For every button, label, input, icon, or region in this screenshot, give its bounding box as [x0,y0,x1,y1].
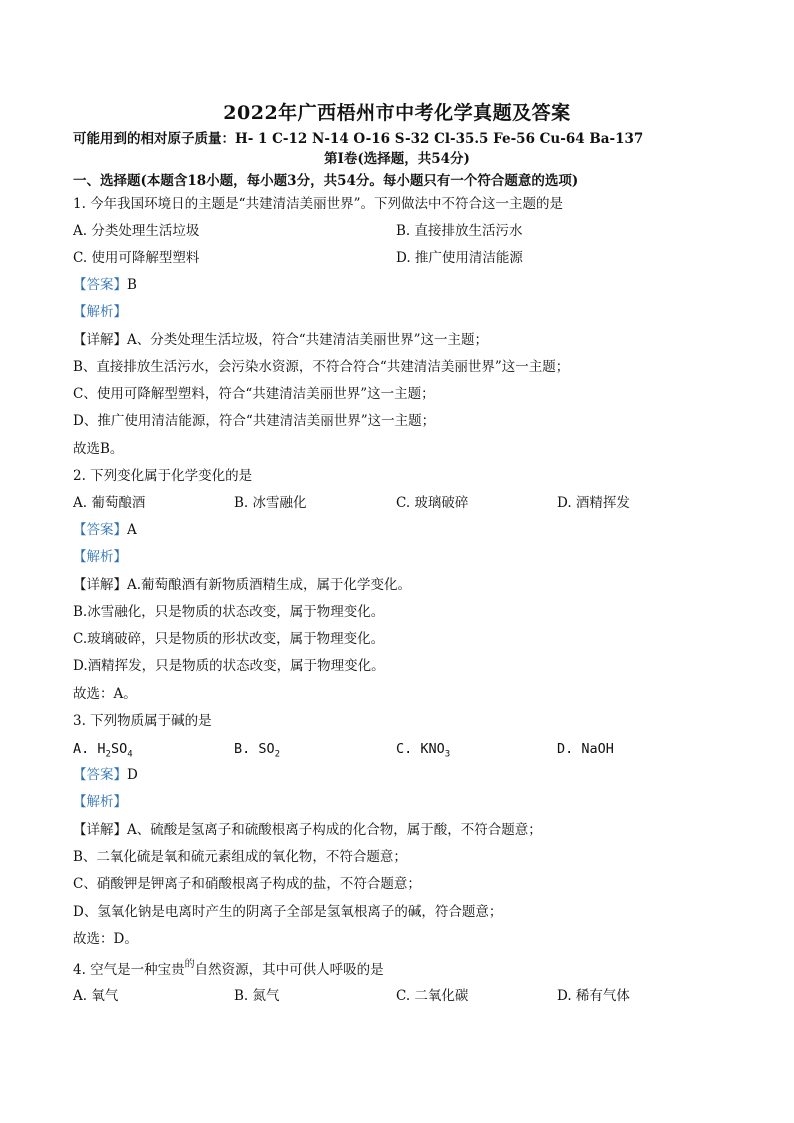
q1-option-a: A. 分类处理生活垃圾 [73,223,200,239]
q1-detail-3: C、使用可降解型塑料，符合“共建清洁美丽世界”这一主题； [73,386,435,402]
q1-detail-1 [73,331,488,349]
q1-detail-2: B、直接排放生活污水，会污染水资源，不符合符合“共建清洁美丽世界”这一主题； [73,359,570,375]
q3-option-c: C. $KNO_3$ [396,741,451,760]
q4-option-a: A. 氧气 [73,988,119,1004]
answer-value: A [127,522,137,538]
q3-analysis-tag: 【解析】 [73,794,127,810]
q4-option-c: C. 二氧化碳 [396,988,469,1004]
q3-detail-1 [73,821,542,839]
q1-analysis-tag: 【解析】 [73,304,127,320]
q4-stem: 4. 空气是一种宝贵$^的$自然资源，其中可供人呼吸的是 [73,959,384,978]
q3-detail-2: B、二氧化硫是氧和硫元素组成的氧化物，不符合题意； [73,849,407,865]
q2-stem: 2. 下列变化属于化学变化的是 [73,468,253,484]
q2-option-c: C. 玻璃破碎 [396,495,469,511]
q3-conclusion: 故选：D。 [73,931,138,947]
q2-detail-3: C.玻璃破碎，只是物质的形状改变，属于物理变化。 [73,631,385,647]
detail-tag: 【详解】 [73,332,127,348]
detail-text: A.葡萄酿酒有新物质酒精生成，属于化学变化。 [127,577,412,593]
q3-stem: 3. 下列物质属于碱的是 [73,713,212,729]
atomic-mass-line: 可能用到的相对原子质量：H- 1 C-12 N-14 O-16 S-32 Cl-35.5 Fe-56 Cu-64 Ba-137 [73,131,644,147]
q1-detail-4: D、推广使用清洁能源，符合“共建清洁美丽世界”这一主题； [73,413,436,429]
q2-option-d: D. 酒精挥发 [557,495,630,511]
answer-value: D [127,767,138,783]
detail-tag: 【详解】 [73,822,127,838]
answer-value: B [127,277,137,293]
q3-option-b: B. $SO_2$ [234,741,281,760]
q3-option-d: D. NaOH [557,741,614,757]
q4-option-d: D. 稀有气体 [557,988,630,1004]
q1-option-c: C. 使用可降解型塑料 [73,250,200,266]
q2-conclusion: 故选：A。 [73,686,137,702]
q1-option-d: D. 推广使用清洁能源 [396,250,523,266]
q2-option-a: A. 葡萄酿酒 [73,495,146,511]
answer-tag: 【答案】 [73,522,127,538]
section-heading: 一、选择题(本题含18小题，每小题3分，共54分。每小题只有一个符合题意的选项) [73,173,579,189]
q2-detail-1 [73,576,411,594]
q4-option-b: B. 氮气 [234,988,280,1004]
q1-stem: 1. 今年我国环境日的主题是“共建清洁美丽世界”。下列做法中不符合这一主题的是 [73,196,563,212]
answer-tag: 【答案】 [73,767,127,783]
q2-analysis-tag: 【解析】 [73,549,127,565]
detail-tag: 【详解】 [73,577,127,593]
q1-conclusion: 故选B。 [73,441,124,457]
q3-detail-4: D、氢氧化钠是电离时产生的阴离子全部是氢氧根离子的碱，符合题意； [73,904,503,920]
detail-text: A、硫酸是氢离子和硫酸根离子构成的化合物，属于酸，不符合题意； [127,822,542,838]
q1-answer [73,276,137,294]
answer-tag: 【答案】 [73,277,127,293]
q3-option-a: A. $H_2SO_4$ [73,741,133,760]
volume-heading: 第Ⅰ卷(选择题，共54分) [324,151,470,167]
page-title: 2022年广西梧州市中考化学真题及答案 [223,102,571,124]
q1-option-b: B. 直接排放生活污水 [396,223,523,239]
q2-option-b: B. 冰雪融化 [234,495,307,511]
q2-answer [73,521,137,539]
q2-detail-4: D.酒精挥发，只是物质的状态改变，属于物理变化。 [73,658,385,674]
q2-detail-2: B.冰雪融化，只是物质的状态改变，属于物理变化。 [73,604,385,620]
q3-answer [73,766,138,784]
detail-text: A、分类处理生活垃圾，符合“共建清洁美丽世界”这一主题； [127,332,489,348]
q3-detail-3: C、硝酸钾是钾离子和硝酸根离子构成的盐，不符合题意； [73,876,421,892]
